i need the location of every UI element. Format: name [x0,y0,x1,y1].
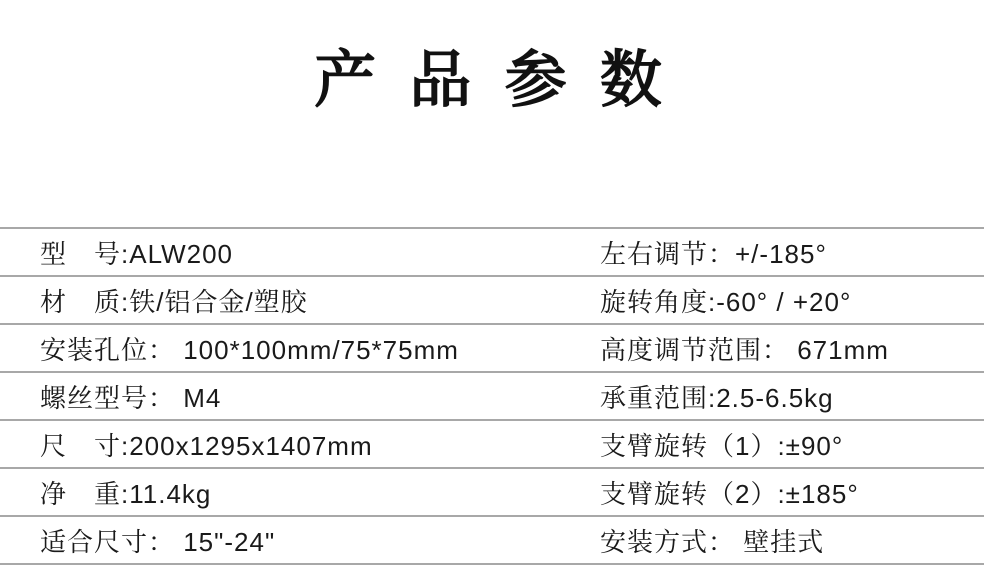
product-parameters-page [0,44,984,583]
spec-height-range: 高度调节范围： 671mm [600,334,889,365]
spec-fit-size: 适合尺寸： 15"-24" [40,526,276,557]
spec-table [0,227,984,565]
table-row [0,517,984,565]
table-row [0,469,984,517]
spec-model: 型 号:ALW200 [40,238,234,269]
spec-screw-type: 螺丝型号： M4 [40,382,222,413]
spec-net-weight: 净 重:11.4kg [40,478,212,509]
spec-tilt-angle: 旋转角度:-60° / +20° [600,286,852,317]
spec-weight-capacity: 承重范围:2.5-6.5kg [600,382,834,413]
spec-mounting-holes: 安装孔位： 100*100mm/75*75mm [40,334,459,365]
spec-arm-rotation-2: 支臂旋转（2）:±185° [600,478,859,509]
spec-dimensions: 尺 寸:200x1295x1407mm [40,430,373,461]
table-row [0,421,984,469]
table-row [0,373,984,421]
spec-swivel-adjust: 左右调节：+/-185° [600,238,827,269]
spec-material: 材 质:铁/铝合金/塑胶 [40,286,308,317]
spec-arm-rotation-1: 支臂旋转（1）:±90° [600,430,844,461]
table-row [0,325,984,373]
table-row [0,229,984,277]
page-title: 产 品 参 数 [314,46,670,115]
spec-mount-type: 安装方式： 壁挂式 [600,526,825,557]
table-row [0,277,984,325]
